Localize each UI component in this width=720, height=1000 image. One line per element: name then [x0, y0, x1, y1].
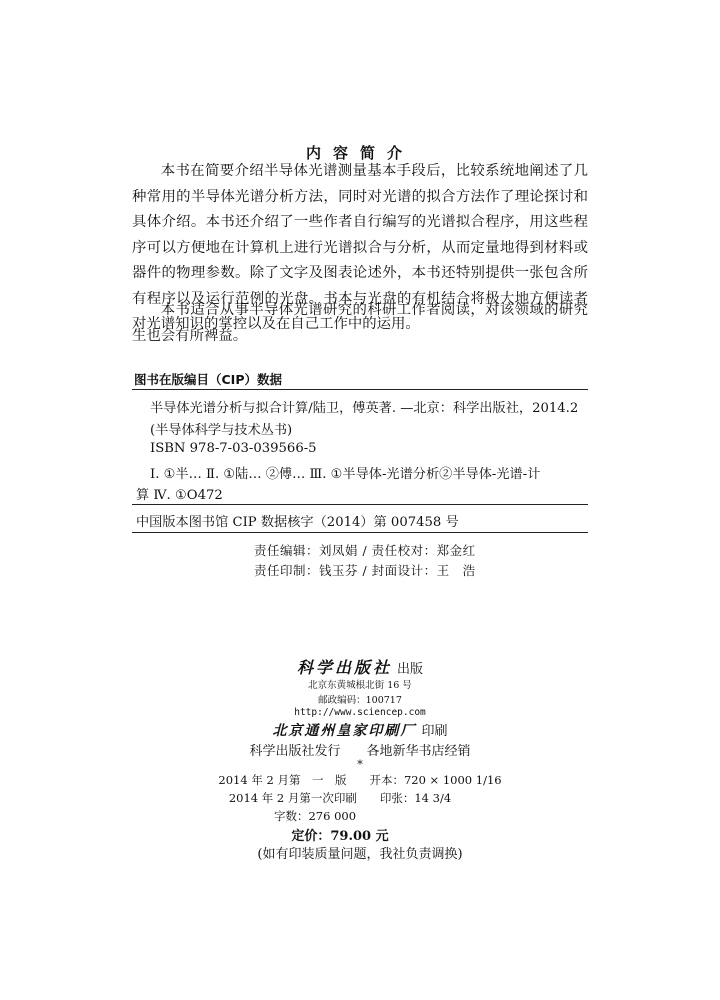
printer-line — [0, 720, 720, 740]
cip-top-rule — [132, 389, 588, 390]
intro-paragraph-1: 本书在简要介绍半导体光谱测量基本手段后，比较系统地阐述了几种常用的半导体光谱分析方法，同时对光谱的拟合方法作了理论探讨和具体介绍。本书还介绍了一些作者自行编写的光谱拟合程序，用这些程序可以方便地在计算机上进行光谱拟合与分析，从而定量地得到材料或器件的物理参数。除了文字及图表论述外，本书还特别提供一张包含所有程序以及运行范例的光盘。书本与光盘的有机结合将极大地方便读者对光谱知识的掌控以及在自己工作中的运用。 — [132, 163, 588, 332]
cip-subject-continuation: 算 Ⅳ. ①O472 — [136, 488, 223, 503]
cip-bottom-rule — [132, 532, 588, 533]
publisher-url: http://www.sciencep.com — [294, 707, 426, 718]
quality-notice: (如有印装质量问题，我社负责调换) — [257, 847, 463, 862]
publisher-name: 科学出版社 — [296, 658, 392, 677]
cip-heading: 图书在版编目（CIP）数据 — [134, 372, 282, 387]
publisher-postcode: 邮政编码：100717 — [318, 695, 402, 706]
cip-catalog-number: 中国版本图书馆 CIP 数据核字（2014）第 007458 号 — [136, 515, 459, 530]
intro-paragraph-2: 本书适合从事半导体光谱研究的科研工作者阅读，对该领域的研究生也会有所裨益。 — [132, 302, 588, 344]
edition-line: 2014 年 2 月第 一 版 开本：720 × 1000 1/16 — [218, 773, 502, 787]
cip-title-line: 半导体光谱分析与拟合计算/陆卫，傅英著. —北京：科学出版社，2014.2 — [150, 401, 579, 416]
publisher-address: 北京东黄城根北街 16 号 — [308, 680, 412, 691]
cip-isbn-line: ISBN 978-7-03-039566-5 — [150, 441, 317, 456]
printer-role: 印刷 — [421, 724, 448, 739]
printer-name: 北京通州皇家印刷厂 — [272, 723, 417, 739]
separator-asterisk: * — [357, 757, 363, 771]
cip-series-line: (半导体科学与技术丛书) — [150, 423, 293, 438]
intro-title: 内容简介 — [305, 144, 414, 162]
word-count: 字数：276 000 — [273, 809, 357, 823]
staff-production: 责任印制：钱玉芬 / 封面设计：王 浩 — [254, 563, 476, 578]
staff-editors: 责任编辑：刘凤娟 / 责任校对：郑金红 — [254, 543, 476, 558]
price: 定价：79.00 元 — [291, 829, 389, 844]
publisher-line — [0, 655, 720, 678]
cip-subject-line: Ⅰ. ①半… Ⅱ. ①陆… ②傅… Ⅲ. ①半导体-光谱分析②半导体-光谱-计 — [150, 467, 541, 482]
cip-mid-rule — [132, 504, 588, 505]
publisher-role: 出版 — [397, 662, 424, 677]
printing-line: 2014 年 2 月第一次印刷 印张：14 3/4 — [228, 791, 452, 805]
distribution-line: 科学出版社发行 各地新华书店经销 — [249, 744, 471, 759]
